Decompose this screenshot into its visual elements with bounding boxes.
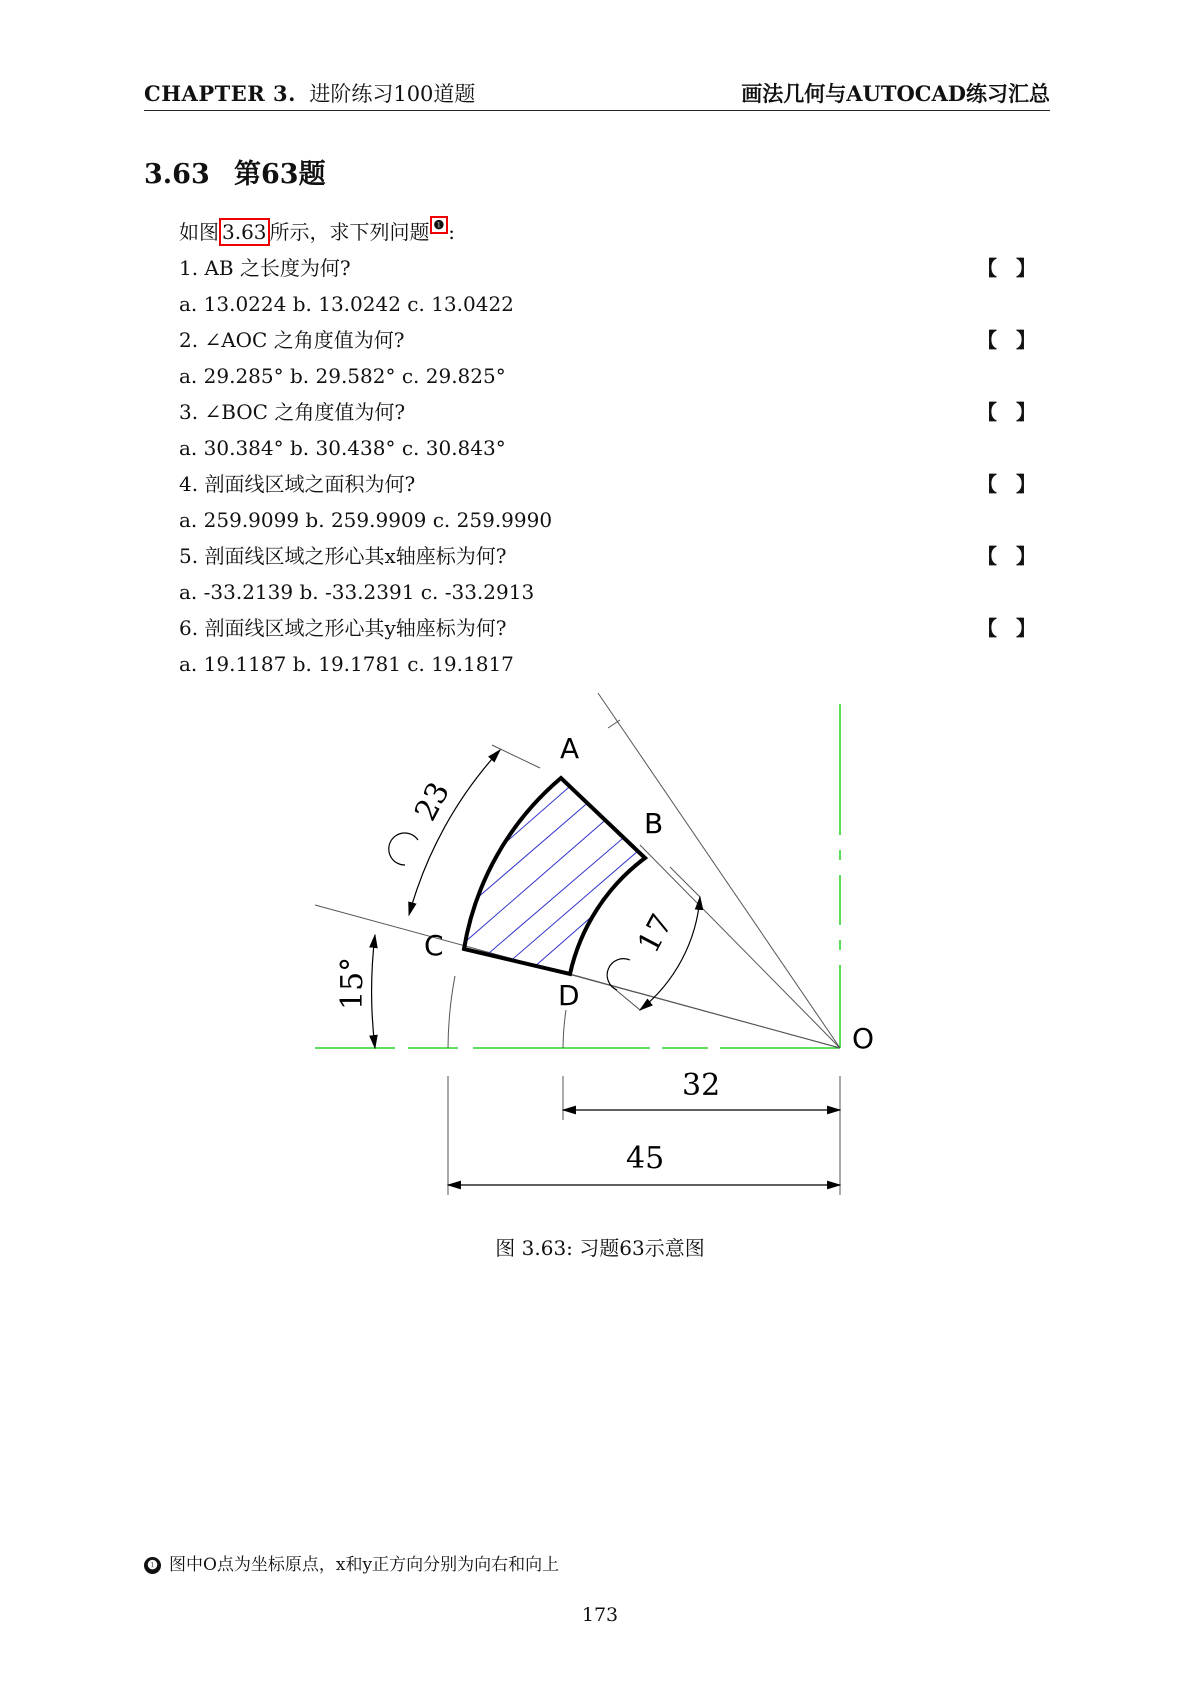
dim-text-23: 23 bbox=[408, 776, 457, 827]
page-header bbox=[144, 74, 1050, 111]
answer-options-6: a. 19.1187 b. 19.1781 c. 19.1817 bbox=[179, 652, 514, 676]
hatch-line bbox=[440, 775, 620, 930]
ext-line-23-top bbox=[492, 745, 540, 768]
arc-symbol-23 bbox=[389, 833, 418, 865]
answer-bracket: 【 】 bbox=[977, 256, 1042, 280]
point-label-c: C bbox=[424, 929, 444, 962]
point-label-d: D bbox=[558, 979, 580, 1012]
question-4: 4. 剖面线区域之面积为何? 【 】 bbox=[179, 466, 1050, 502]
header-chapter: CHAPTER 3. 进阶练习100道题 bbox=[144, 81, 476, 106]
ray-tick bbox=[608, 720, 620, 728]
hatch-line bbox=[450, 790, 640, 955]
dim-text-45: 45 bbox=[626, 1141, 665, 1176]
question-6: 6. 剖面线区域之形心其y轴座标为何? 【 】 bbox=[179, 610, 1050, 646]
dim-text-17: 17 bbox=[631, 908, 680, 959]
answer-bracket: 【 】 bbox=[977, 328, 1042, 352]
footnote bbox=[144, 1550, 559, 1575]
ray-ob bbox=[640, 845, 840, 1048]
dim-arc-15deg bbox=[372, 935, 375, 1048]
figure-ref-link[interactable]: 3.63 bbox=[219, 218, 270, 246]
point-label-b: B bbox=[644, 807, 664, 840]
dim-text-15deg: 15° bbox=[335, 956, 370, 1010]
section-title: 3.63 第63题 bbox=[144, 159, 326, 190]
region-outline bbox=[464, 778, 645, 974]
arc-45-ext bbox=[448, 976, 455, 1048]
question-5: 5. 剖面线区域之形心其x轴座标为何? 【 】 bbox=[179, 538, 1050, 574]
page-number: 173 bbox=[581, 1604, 619, 1626]
point-label-a: A bbox=[560, 732, 580, 765]
dim-text-32: 32 bbox=[682, 1068, 721, 1103]
ray-oa bbox=[598, 693, 840, 1048]
arc-32-ext bbox=[563, 1010, 566, 1048]
answer-bracket: 【 】 bbox=[977, 472, 1042, 496]
footnote-marker: ❶ bbox=[144, 1557, 161, 1574]
footnote-ref-link[interactable]: ❶ bbox=[430, 216, 449, 234]
question-1: 1. AB 之长度为何? 【 】 bbox=[179, 250, 1050, 286]
hatch-line bbox=[500, 832, 660, 970]
answer-options-5: a. -33.2139 b. -33.2391 c. -33.2913 bbox=[179, 580, 535, 604]
answer-options-2: a. 29.285° b. 29.582° c. 29.825° bbox=[179, 364, 506, 388]
answer-options-4: a. 259.9099 b. 259.9909 c. 259.9990 bbox=[179, 508, 553, 532]
point-label-o: O bbox=[852, 1022, 875, 1055]
footnote-text: 图中O点为坐标原点，x和y正方向分别为向右和向上 bbox=[169, 1555, 560, 1575]
arc-symbol-17 bbox=[607, 959, 630, 990]
intro-text: 如图 3.63 所示，求下列问题 ❶ : bbox=[179, 218, 456, 244]
answer-bracket: 【 】 bbox=[977, 400, 1042, 424]
question-list bbox=[179, 250, 1050, 682]
figure-caption: 图 3.63: 习题63示意图 bbox=[495, 1236, 705, 1260]
question-2: 2. ∠AOC 之角度值为何? 【 】 bbox=[179, 322, 1050, 358]
header-book-title: 画法几何与AUTOCAD练习汇总 bbox=[741, 81, 1050, 106]
question-3: 3. ∠BOC 之角度值为何? 【 】 bbox=[179, 394, 1050, 430]
answer-options-1: a. 13.0224 b. 13.0242 c. 13.0422 bbox=[179, 292, 514, 316]
hatch-line bbox=[430, 715, 580, 840]
answer-bracket: 【 】 bbox=[977, 544, 1042, 568]
answer-bracket: 【 】 bbox=[977, 616, 1042, 640]
geometry-figure bbox=[0, 680, 1200, 1220]
answer-options-3: a. 30.384° b. 30.438° c. 30.843° bbox=[179, 436, 506, 460]
ext-line-17-outer bbox=[670, 867, 700, 897]
